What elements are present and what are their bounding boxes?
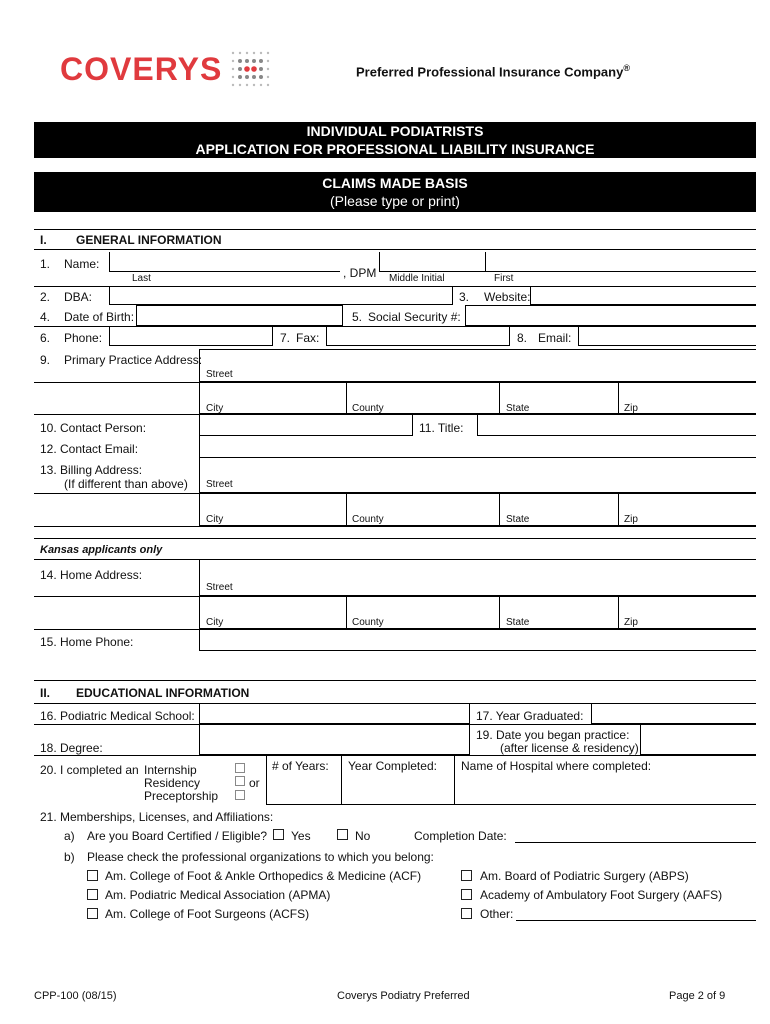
title-line2: APPLICATION FOR PROFESSIONAL LIABILITY INSURANCE bbox=[195, 141, 595, 157]
name-last-input[interactable] bbox=[109, 252, 340, 272]
name-first-input[interactable] bbox=[486, 252, 756, 272]
years-label: # of Years: bbox=[272, 759, 329, 773]
company-name: Preferred Professional Insurance Company® bbox=[356, 63, 630, 80]
name-label: Name: bbox=[64, 257, 100, 271]
org-abps-label: Am. Board of Podiatric Surgery (ABPS) bbox=[480, 869, 689, 883]
org-other-input[interactable] bbox=[516, 920, 756, 921]
contact-email-input[interactable] bbox=[199, 436, 756, 458]
section1-num: I. bbox=[40, 233, 47, 247]
org-acfs-label: Am. College of Foot Surgeons (ACFS) bbox=[105, 907, 310, 921]
name-middle-label: Middle Initial bbox=[389, 273, 445, 284]
county-label: County bbox=[352, 403, 384, 414]
dob-num: 4. bbox=[40, 310, 51, 324]
footer-form-id: CPP-100 (08/15) bbox=[34, 990, 117, 1002]
footer-page: Page 2 of 9 bbox=[669, 990, 726, 1002]
org-apma-checkbox[interactable] bbox=[87, 889, 98, 900]
fax-input[interactable] bbox=[326, 326, 510, 346]
ssn-input[interactable] bbox=[465, 305, 756, 326]
practice-street-input[interactable] bbox=[199, 349, 756, 382]
address-num: 9. bbox=[40, 353, 51, 367]
org-other-checkbox[interactable] bbox=[461, 908, 472, 919]
name-first-label: First bbox=[494, 273, 514, 284]
section2-title: EDUCATIONAL INFORMATION bbox=[76, 686, 250, 700]
title-label: 11. Title: bbox=[419, 421, 464, 435]
b-question: Please check the professional organizations to which you belong: bbox=[87, 850, 434, 864]
dba-num: 2. bbox=[40, 290, 51, 304]
preceptorship-label: Preceptorship bbox=[144, 789, 219, 803]
org-abps-checkbox[interactable] bbox=[461, 870, 472, 881]
billing-zip-label: Zip bbox=[624, 514, 638, 525]
home-zip-input[interactable] bbox=[618, 596, 756, 629]
yes-label: Yes bbox=[291, 829, 311, 843]
org-acf-label: Am. College of Foot & Ankle Orthopedics & Medicine (ACF) bbox=[105, 869, 422, 883]
residency-label: Residency bbox=[144, 776, 201, 790]
state-label: State bbox=[506, 403, 530, 414]
internship-label: Internship bbox=[144, 763, 197, 777]
logo-text: COVERYS bbox=[60, 51, 223, 87]
dba-label: DBA: bbox=[64, 290, 93, 304]
street-label: Street bbox=[206, 369, 233, 380]
home-street-input[interactable] bbox=[199, 559, 756, 596]
contact-label: 10. Contact Person: bbox=[40, 421, 147, 435]
section2-num: II. bbox=[40, 686, 51, 700]
no-label: No bbox=[355, 829, 371, 843]
zip-label: Zip bbox=[624, 403, 638, 414]
section1-title: GENERAL INFORMATION bbox=[76, 233, 222, 247]
title-banner bbox=[34, 122, 756, 158]
home-street-label: Street bbox=[206, 582, 233, 593]
internship-checkbox[interactable] bbox=[235, 763, 245, 773]
name-middle-input[interactable] bbox=[379, 252, 486, 272]
title-input[interactable] bbox=[477, 414, 756, 436]
dob-input[interactable] bbox=[136, 305, 343, 326]
subtitle-line2: (Please type or print) bbox=[330, 193, 460, 209]
date-began-sub: (after license & residency) bbox=[500, 741, 639, 755]
billing-sub: (If different than above) bbox=[64, 477, 188, 491]
no-checkbox[interactable] bbox=[337, 829, 348, 840]
year-grad-label: 17. Year Graduated: bbox=[476, 709, 584, 723]
website-label: Website: bbox=[484, 290, 531, 304]
fax-label: Fax: bbox=[296, 331, 320, 345]
subtitle-banner bbox=[34, 172, 756, 212]
school-input[interactable] bbox=[199, 703, 470, 724]
home-address-label: 14. Home Address: bbox=[40, 568, 143, 582]
contact-input[interactable] bbox=[199, 414, 413, 436]
billing-state-label: State bbox=[506, 514, 530, 525]
website-input[interactable] bbox=[530, 286, 756, 305]
hospital-label: Name of Hospital where completed: bbox=[461, 759, 652, 773]
org-aafs-label: Academy of Ambulatory Foot Surgery (AAFS) bbox=[480, 888, 723, 902]
degree-input[interactable] bbox=[199, 724, 470, 755]
home-county-label: County bbox=[352, 617, 384, 628]
completion-date-label: Completion Date: bbox=[414, 829, 507, 843]
org-aafs-checkbox[interactable] bbox=[461, 889, 472, 900]
degree-label: 18. Degree: bbox=[40, 741, 103, 755]
email-num: 8. bbox=[517, 331, 528, 345]
home-zip-label: Zip bbox=[624, 617, 638, 628]
residency-checkbox[interactable] bbox=[235, 776, 245, 786]
b-label: b) bbox=[64, 850, 75, 864]
org-acf-checkbox[interactable] bbox=[87, 870, 98, 881]
home-city-label: City bbox=[206, 617, 224, 628]
fax-num: 7. bbox=[280, 331, 291, 345]
phone-label: Phone: bbox=[64, 331, 103, 345]
home-state-label: State bbox=[506, 617, 530, 628]
org-apma-label: Am. Podiatric Medical Association (APMA) bbox=[105, 888, 331, 902]
home-phone-label: 15. Home Phone: bbox=[40, 635, 134, 649]
date-began-input[interactable] bbox=[640, 724, 756, 755]
logo-dots-icon bbox=[230, 50, 272, 88]
name-last-label: Last bbox=[132, 273, 151, 284]
completed-label: 20. I completed an bbox=[40, 763, 139, 777]
org-other-label: Other: bbox=[480, 907, 514, 921]
footer-center: Coverys Podiatry Preferred bbox=[337, 990, 470, 1002]
billing-city-label: City bbox=[206, 514, 224, 525]
phone-num: 6. bbox=[40, 331, 51, 345]
or-label: or bbox=[249, 776, 260, 790]
dba-input[interactable] bbox=[109, 286, 453, 305]
subtitle-line1: CLAIMS MADE BASIS bbox=[322, 175, 468, 191]
practice-zip-input[interactable] bbox=[618, 382, 756, 414]
yes-checkbox[interactable] bbox=[273, 829, 284, 840]
email-label: Email: bbox=[538, 331, 572, 345]
org-acfs-checkbox[interactable] bbox=[87, 908, 98, 919]
year-grad-input[interactable] bbox=[591, 703, 756, 724]
contact-email-label: 12. Contact Email: bbox=[40, 442, 139, 456]
billing-label: 13. Billing Address: bbox=[40, 463, 143, 477]
phone-input[interactable] bbox=[109, 326, 273, 346]
billing-street-input[interactable] bbox=[199, 458, 756, 493]
home-phone-input[interactable] bbox=[199, 629, 756, 651]
completion-date-input[interactable] bbox=[515, 842, 756, 843]
title-line1: INDIVIDUAL PODIATRISTS bbox=[306, 123, 484, 139]
city-label: City bbox=[206, 403, 224, 414]
billing-zip-input[interactable] bbox=[618, 493, 756, 526]
email-input[interactable] bbox=[578, 326, 756, 346]
address-label: Primary Practice Address: bbox=[64, 353, 203, 367]
website-num: 3. bbox=[459, 290, 470, 304]
ssn-num: 5. bbox=[352, 310, 363, 324]
school-label: 16. Podiatric Medical School: bbox=[40, 709, 195, 723]
dob-label: Date of Birth: bbox=[64, 310, 135, 324]
name-num: 1. bbox=[40, 257, 51, 271]
billing-county-label: County bbox=[352, 514, 384, 525]
memberships-label: 21. Memberships, Licenses, and Affiliations: bbox=[40, 810, 274, 824]
name-dpm: , DPM bbox=[343, 266, 377, 280]
billing-street-label: Street bbox=[206, 479, 233, 490]
year-completed-label: Year Completed: bbox=[348, 759, 437, 773]
a-label: a) bbox=[64, 829, 75, 843]
kansas-heading: Kansas applicants only bbox=[40, 544, 163, 556]
preceptorship-checkbox[interactable] bbox=[235, 790, 245, 800]
date-began-label: 19. Date you began practice: bbox=[476, 728, 630, 742]
ssn-label: Social Security #: bbox=[368, 310, 461, 324]
a-question: Are you Board Certified / Eligible? bbox=[87, 829, 268, 843]
